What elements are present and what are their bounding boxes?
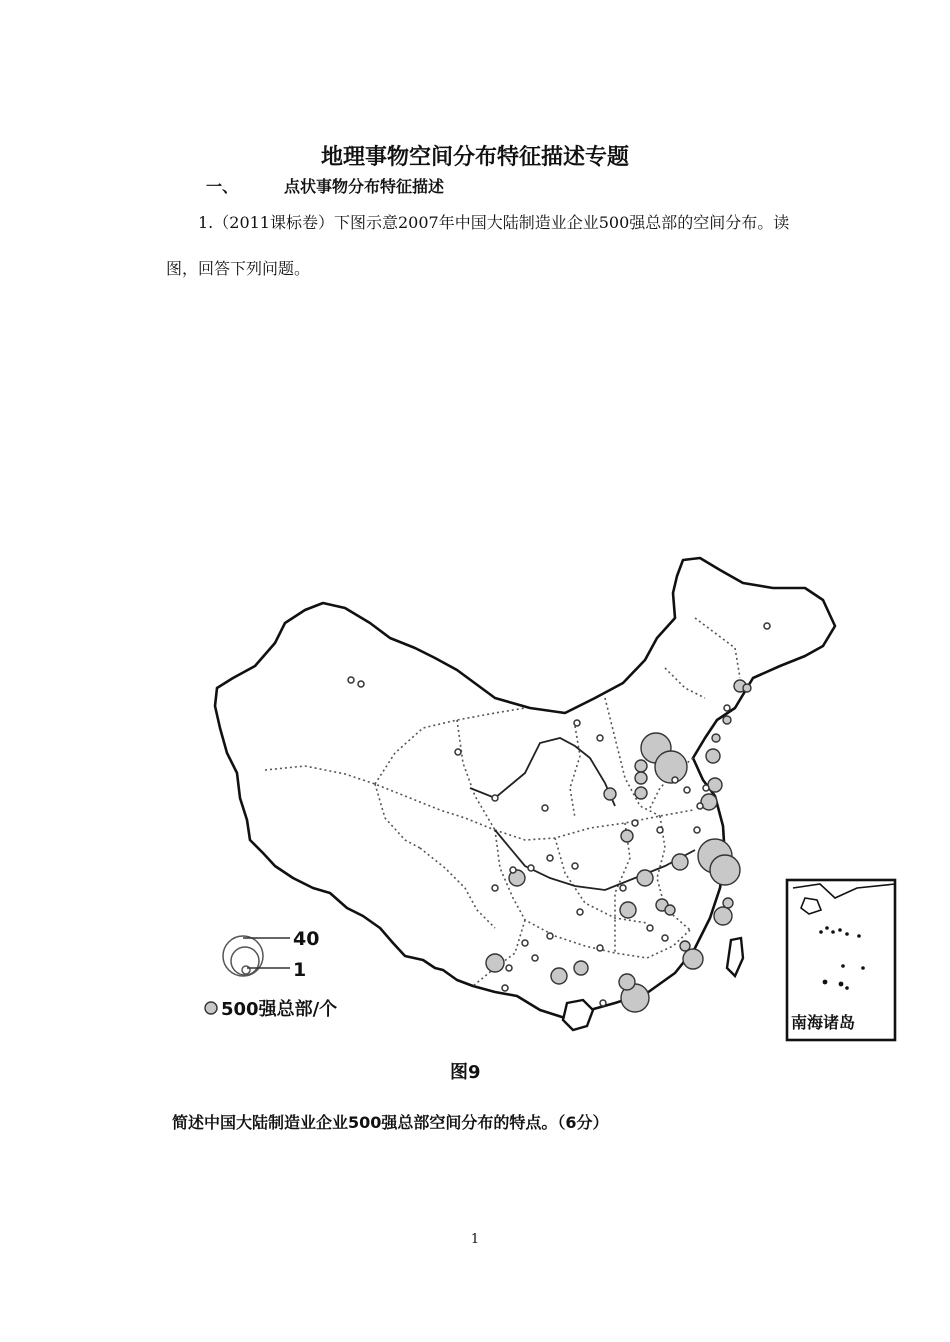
hq-circle <box>455 749 461 755</box>
hq-circle <box>712 734 720 742</box>
hq-circle <box>708 778 722 792</box>
hq-circle <box>655 751 687 783</box>
page-title: 地理事物空间分布特征描述专题 <box>320 145 629 170</box>
legend-circle-mid <box>231 947 259 975</box>
taiwan-island <box>727 938 743 976</box>
hq-circle <box>574 720 580 726</box>
hq-circle <box>547 855 553 861</box>
hq-circle <box>694 827 700 833</box>
hq-circle <box>697 803 703 809</box>
figure-caption: 图9 <box>450 1062 481 1083</box>
hq-circle <box>542 805 548 811</box>
hq-circle <box>683 949 703 969</box>
page-number: 1 <box>470 1232 480 1247</box>
hq-circle <box>665 905 675 915</box>
hq-circle <box>635 772 647 784</box>
inset-label: 南海诸岛 <box>791 1013 856 1032</box>
hq-circle <box>621 830 633 842</box>
hq-circle <box>532 955 538 961</box>
hq-circle <box>486 954 504 972</box>
hq-circle <box>574 961 588 975</box>
hq-circle <box>551 968 567 984</box>
hq-circle <box>597 735 603 741</box>
question-text: 简述中国大陆制造业企业500强总部空间分布的特点。（6分） <box>172 1113 609 1132</box>
hq-circle <box>547 933 553 939</box>
section-heading <box>206 174 444 197</box>
hq-circle <box>657 827 663 833</box>
hq-circle <box>502 985 508 991</box>
legend-min-label: 1 <box>293 959 307 981</box>
hq-circle <box>506 965 512 971</box>
hq-circle <box>620 885 626 891</box>
hq-circle <box>635 760 647 772</box>
hq-circle <box>637 870 653 886</box>
hq-circle <box>597 945 603 951</box>
hq-circle <box>703 785 709 791</box>
legend-title: 500强总部/个 <box>221 999 338 1020</box>
hq-circle <box>635 787 647 799</box>
hainan-island <box>563 1000 593 1030</box>
hq-circle <box>528 865 534 871</box>
hq-circle <box>743 684 751 692</box>
hq-circle <box>714 907 732 925</box>
section-number: 一、 <box>206 177 239 196</box>
hq-circle <box>577 909 583 915</box>
china-map-figure <box>195 548 905 1088</box>
section-title: 点状事物分布特征描述 <box>284 177 445 196</box>
hq-circle <box>710 855 740 885</box>
hq-circle <box>600 1000 606 1006</box>
hq-circle <box>684 787 690 793</box>
legend <box>205 928 337 1020</box>
legend-max-label: 40 <box>293 928 320 950</box>
hq-circle <box>764 623 770 629</box>
hq-circle <box>724 705 730 711</box>
south-sea-inset <box>787 880 895 1040</box>
question-intro: 1.（2011课标卷）下图示意2007年中国大陆制造业企业500强总部的空间分布。读图，回答下列问题。 <box>166 213 790 278</box>
hq-circle <box>672 777 678 783</box>
hq-circle <box>619 974 635 990</box>
hq-circle <box>620 902 636 918</box>
hq-circle <box>647 925 653 931</box>
hq-circle <box>701 794 717 810</box>
hq-circle <box>723 716 731 724</box>
hq-circle <box>662 935 668 941</box>
hq-circle <box>672 854 688 870</box>
hq-circle <box>604 788 616 800</box>
hq-circle <box>680 941 690 951</box>
hq-circle <box>632 820 638 826</box>
legend-circle-small <box>242 966 250 974</box>
hq-circle <box>492 795 498 801</box>
hq-circle <box>492 885 498 891</box>
hq-circle <box>510 867 516 873</box>
hq-circle <box>723 898 733 908</box>
hq-circle <box>706 749 720 763</box>
legend-swatch <box>205 1002 217 1014</box>
legend-circle-large <box>223 936 263 976</box>
hq-circle <box>358 681 364 687</box>
hq-circle <box>572 863 578 869</box>
hq-circle <box>348 677 354 683</box>
hq-circle <box>522 940 528 946</box>
